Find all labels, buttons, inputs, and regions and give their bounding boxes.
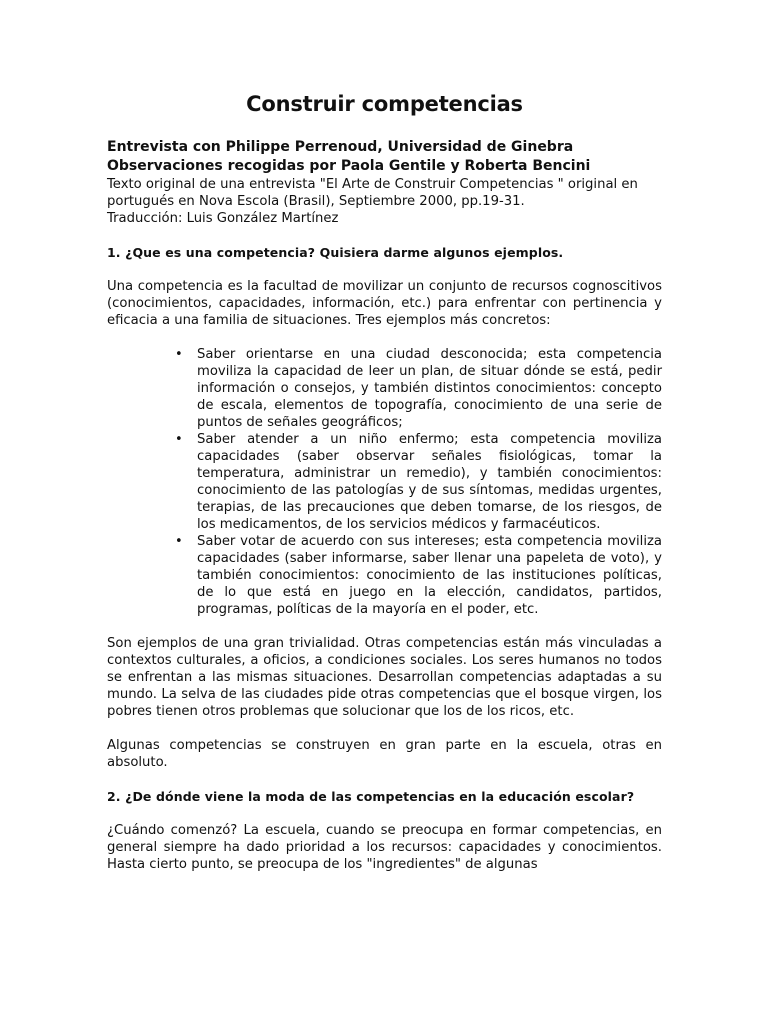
list-item-text: Saber atender a un niño enfermo; esta competencia moviliza capacidades (saber observar señales fisiológicas, tomar la temperatura, administrar un remedio), y también conocimientos: conocimiento de las patologías y de sus síntomas, medidas urgentes, terapias, de las precauciones que deben tomarse, de los riesgos, de los medicamentos, de los servicios médicos y farmacéuticos. [197, 432, 662, 532]
paragraph-definition: Una competencia es la facultad de movilizar un conjunto de recursos cognoscitivos (conocimientos, capacidades, información, etc.) para enfrentar con pertinencia y eficacia a una familia de situaciones. Tres ejemplos más concretos: [107, 279, 662, 328]
document-title: Construir competencias [246, 92, 523, 116]
question-2: 2. ¿De dónde viene la moda de las competencias en la educación escolar? [107, 789, 635, 804]
interview-subtitle: Entrevista con Philippe Perrenoud, Universidad de Ginebra [107, 139, 574, 155]
bullet-icon: • [175, 534, 183, 549]
bullet-icon: • [175, 347, 183, 362]
observations-subtitle: Observaciones recogidas por Paola Gentile y Roberta Bencini [107, 158, 591, 174]
list-item [175, 533, 662, 618]
list-item-text: Saber votar de acuerdo con sus intereses; esta competencia moviliza capacidades (saber informarse, saber llenar una papeleta de voto), y también conocimientos: conocimiento de las instituciones políticas, de lo que está en juego en la elección, candidatos, partidos, programas, políticas de la mayoría en el poder, etc. [197, 534, 662, 617]
paragraph-when-started: ¿Cuándo comenzó? La escuela, cuando se preocupa en formar competencias, en general siempre ha dado prioridad a los recursos: capacidades y conocimientos. Hasta cierto punto, se preocupa de los "ingredientes" de algunas [107, 823, 662, 872]
list-item-text: Saber orientarse en una ciudad desconocida; esta competencia moviliza la capacidad de leer un plan, de situar dónde se está, pedir información o consejos, y también distintos conocimientos: concepto de escala, elementos de topografía, conocimiento de una serie de puntos de señales geográficos; [197, 347, 662, 430]
bullet-icon: • [175, 432, 183, 447]
question-1: 1. ¿Que es una competencia? Quisiera darme algunos ejemplos. [107, 245, 564, 260]
source-note: Texto original de una entrevista "El Arte de Construir Competencias " original en portugués en Nova Escola (Brasil), Septiembre 2000, pp.19-31. [107, 177, 638, 209]
list-item [175, 431, 662, 533]
paragraph-trivial-examples: Son ejemplos de una gran trivialidad. Otras competencias están más vinculadas a contextos culturales, a oficios, a condiciones sociales. Los seres humanos no todos se enfrentan a las mismas situaciones. Desarrollan competencias adaptadas a su mundo. La selva de las ciudades pide otras competencias que el bosque virgen, los pobres tienen otros problemas que solucionar que los de los ricos, etc. [107, 636, 662, 719]
paragraph-school-competencies: Algunas competencias se construyen en gran parte en la escuela, otras en absoluto. [107, 738, 662, 770]
translation-note: Traducción: Luis González Martínez [107, 211, 339, 226]
examples-list [107, 346, 662, 618]
list-item [175, 346, 662, 431]
